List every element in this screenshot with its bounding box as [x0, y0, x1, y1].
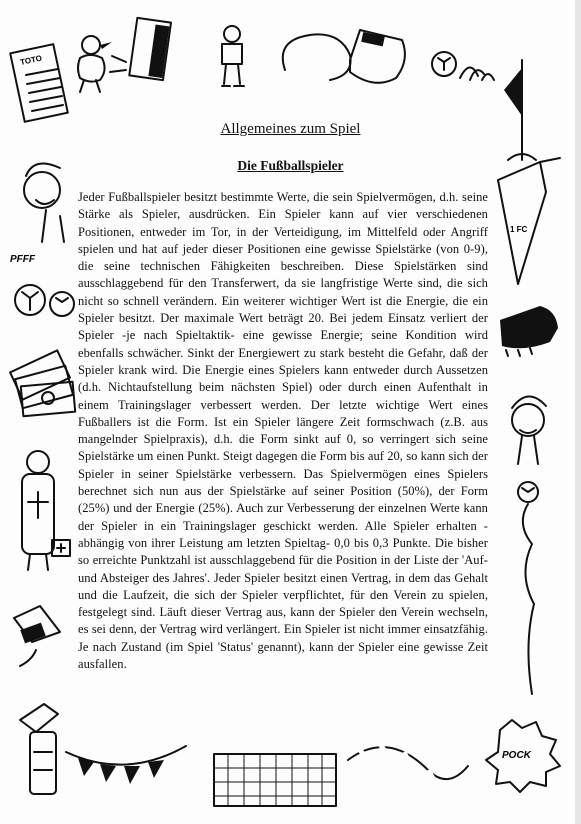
bouncing-ball-icon: [518, 482, 538, 694]
air-horn-icon: [20, 704, 58, 794]
whistle-sound-text: PFFF: [10, 254, 35, 265]
ball-icon-top: [432, 52, 494, 80]
ball-pair-icon: [15, 285, 74, 316]
scarf-icon: [348, 744, 468, 780]
bird-player-icon: [78, 36, 112, 92]
corner-flag-icon: [504, 60, 536, 160]
whistle-icon: [283, 30, 405, 83]
football-boot-icon: [500, 306, 558, 356]
body-paragraph: Jeder Fußballspieler besitzt bestimmte Werte, die sein Spielvermögen, d.h. seine Stärke als Spieler, ausdrücken. Ein Spieler kann auf vier verschiedenen Positionen, entweder im Tor, in der Verteidigung, im Mittelfeld oder Angriff spielen und hat auf jeder dieser Positionen eine gewisse Spielstärke (von 0-9), die seine technischen Fähigkeiten beschreiben. Diese Spielstärken sind ausschlaggebend für den Transferwert, da sie langfristige Werte sind, die sich nicht so schnell verändern. Ein weiterer wichtiger Wert ist die Energie, die ein Spieler besitzt. Der maximale Wert beträgt 20. Bei jedem Einsatz verliert der Spieler -je nach Spieltaktik- eine gewisse Energie; seine Kondition wird ebenfalls schwächer. Sinkt der Energiewert zu stark besteht die Gefahr, daß der Spieler krank wird. Die Energie eines Spielers kann entweder durch Aussetzen (d.h. Nichtaufstellung beim nächsten Spiel) oder durch einen Aufenthalt in einem Trainingslager verbessert werden. Der letzte wichtige Wert eines Fußballers ist die Form. Ist ein Spieler längere Zeit formschwach (z.B. aus mangelnder Spielpraxis), d.h. die Form sinkt auf 0, so verringert sich seine Spielstärke um einen Punkt. Steigt dagegen die Form bis auf 20, so kann sich der Spieler in seiner Spielstärke verbessern. Das Spielvermögen eines Spielers berechnet sich nun aus der Spielstärke auf seiner Position (50%), der Form (25%) und der Energie (25%). Auch zur Verbesserung der einzelnen Werte kann der Spieler in ein Trainingslager geschickt werden. Alle Spieler erhalten -abhängig von ihrer Leistung am letzten Spieltag- 0,0 bis 0,3 Punkte. Die bisher so erreichte Punktzahl ist ausschlaggebend für die Position in der Liste der 'Auf- und Absteiger des Jahres'. Jeder Spieler besitzt einen Vertrag, in dem das Gehalt und die Laufzeit, die sich der Spieler verpflichtet, für den Verein zu spielen, festgelegt sind. Läuft dieser Vertrag aus, kann der Spieler den Verein wechseln, es sei denn, der Vertrag wird verlängert. Ein Spieler ist nicht immer einsatzfähig. Je nach Zustand (im Spiel 'Status' genannt), kann der Spieler eine gewisse Zeit ausfallen.: [78, 190, 488, 672]
pennant-icon: [498, 158, 560, 284]
pennant-label: 1 FC: [510, 225, 528, 234]
toto-label: TOTO: [19, 53, 43, 67]
cheering-face-icon: [24, 164, 64, 243]
player-face-icon: [512, 396, 546, 464]
card-icon: [110, 18, 171, 80]
section-heading: Die Fußballspieler: [237, 158, 344, 173]
megaphone-icon: [14, 606, 60, 666]
player-figure-icon: [222, 26, 244, 86]
goal-net-icon: [214, 754, 336, 806]
page-title: Allgemeines zum Spiel: [220, 121, 361, 137]
bunting-icon: [66, 746, 186, 784]
banknotes-icon: [10, 350, 75, 416]
pock-sound-text: POCK: [502, 750, 531, 761]
medic-figure-icon: [22, 451, 70, 570]
